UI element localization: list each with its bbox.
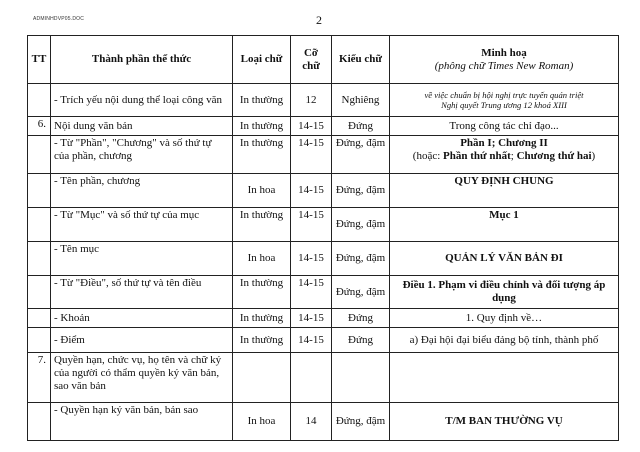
illustration-prefix: (hoặc: (412, 150, 444, 162)
header-font-size-line2: chữ (302, 59, 320, 72)
cell-tt: 7. (28, 353, 51, 403)
cell-style: Đứng (332, 117, 390, 136)
header-illustration-title: Minh hoạ (481, 46, 527, 59)
illustration-sep: ; (510, 150, 517, 162)
illustration-part: Chương thứ hai (516, 150, 592, 162)
cell-letter-type: In thường (233, 136, 291, 174)
cell-illustration: Trong công tác chỉ đạo... (390, 117, 619, 136)
cell-style: Đứng (332, 328, 390, 353)
cell-tt (28, 276, 51, 309)
table-row (28, 328, 619, 353)
header-tt: TT (28, 36, 51, 84)
illustration-line: về việc chuẩn bị hội nghị trực tuyến quán triệt (424, 89, 584, 100)
table-row (28, 242, 619, 276)
illustration-line: Nghị quyết Trung ương 12 khoá XIII (441, 100, 567, 110)
cell-font-size: 14-15 (291, 242, 332, 276)
cell-style: Đứng, đậm (332, 276, 390, 309)
cell-font-size: 14-15 (291, 117, 332, 136)
cell-font-size: 14-15 (291, 208, 332, 242)
table-row (28, 353, 619, 403)
cell-tt (28, 136, 51, 174)
cell-illustration: QUẢN LÝ VĂN BẢN ĐI (390, 242, 619, 276)
cell-style: Nghiêng (332, 84, 390, 117)
cell-component: - Tên phần, chương (51, 174, 233, 208)
cell-style: Đứng, đậm (332, 208, 390, 242)
table-row (28, 276, 619, 309)
illustration-part: Phần thứ nhất (443, 150, 511, 162)
cell-component: - Điểm (51, 328, 233, 353)
cell-illustration: QUY ĐỊNH CHUNG (390, 174, 619, 208)
cell-illustration (390, 136, 619, 174)
cell-font-size: 14 (291, 403, 332, 441)
cell-tt (28, 242, 51, 276)
header-font-size (291, 36, 332, 84)
cell-font-size (291, 353, 332, 403)
header-style: Kiểu chữ (332, 36, 390, 84)
cell-style: Đứng, đậm (332, 242, 390, 276)
header-font-size-line1: Cỡ (303, 46, 319, 59)
table-row (28, 208, 619, 242)
cell-illustration: Điều 1. Phạm vi điều chỉnh và đối tượng áp dụng (390, 276, 619, 309)
cell-font-size: 14-15 (291, 309, 332, 328)
cell-component: - Từ "Điều", số thứ tự và tên điều (51, 276, 233, 309)
cell-component: Nội dung văn bản (51, 117, 233, 136)
table-header-row (28, 36, 619, 84)
cell-illustration: T/M BAN THƯỜNG VỤ (390, 403, 619, 441)
header-illustration-subtitle: (phông chữ Times New Roman) (434, 59, 574, 72)
table-row (28, 309, 619, 328)
page-number: 2 (316, 13, 322, 27)
cell-tt (28, 328, 51, 353)
cell-tt (28, 403, 51, 441)
header-illustration (390, 36, 619, 84)
table-row (28, 174, 619, 208)
cell-component: Quyền hạn, chức vụ, họ tên và chữ ký của người có thẩm quyền ký văn bản, sao văn bản (51, 353, 233, 403)
cell-font-size: 14-15 (291, 174, 332, 208)
cell-style: Đứng, đậm (332, 136, 390, 174)
cell-letter-type: In thường (233, 208, 291, 242)
cell-component: - Trích yếu nội dung thể loại công văn (51, 84, 233, 117)
cell-letter-type: In thường (233, 328, 291, 353)
cell-component: - Từ "Phần", "Chương" và số thứ tự của phần, chương (51, 136, 233, 174)
cell-illustration (390, 84, 619, 117)
cell-style: Đứng, đậm (332, 403, 390, 441)
cell-style (332, 353, 390, 403)
header-component: Thành phần thể thức (51, 36, 233, 84)
cell-illustration (390, 353, 619, 403)
cell-component: - Khoản (51, 309, 233, 328)
illustration-line: Phần I; Chương II (460, 137, 548, 149)
cell-letter-type: In thường (233, 117, 291, 136)
table-row (28, 403, 619, 441)
cell-tt (28, 309, 51, 328)
header-letter-type: Loại chữ (233, 36, 291, 84)
cell-component: - Từ "Mục" và số thứ tự của mục (51, 208, 233, 242)
table-row (28, 136, 619, 174)
cell-letter-type: In thường (233, 309, 291, 328)
cell-font-size: 12 (291, 84, 332, 117)
illustration-suffix: ) (591, 150, 596, 162)
cell-tt (28, 208, 51, 242)
cell-letter-type: In hoa (233, 174, 291, 208)
table-row (28, 117, 619, 136)
document-filename: ADMINHDVP05.DOC (33, 16, 85, 22)
cell-tt (28, 174, 51, 208)
cell-tt: 6. (28, 117, 51, 136)
cell-illustration: Mục 1 (390, 208, 619, 242)
cell-tt (28, 84, 51, 117)
format-specification-table (27, 35, 619, 441)
cell-illustration: 1. Quy định về… (390, 309, 619, 328)
cell-font-size: 14-15 (291, 136, 332, 174)
cell-letter-type: In hoa (233, 403, 291, 441)
cell-font-size: 14-15 (291, 328, 332, 353)
cell-letter-type: In hoa (233, 242, 291, 276)
cell-illustration: a) Đại hội đại biểu đảng bộ tỉnh, thành phố (390, 328, 619, 353)
cell-component: - Quyền hạn ký văn bản, bản sao (51, 403, 233, 441)
cell-letter-type (233, 353, 291, 403)
cell-style: Đứng (332, 309, 390, 328)
cell-font-size: 14-15 (291, 276, 332, 309)
cell-component: - Tên mục (51, 242, 233, 276)
cell-letter-type: In thường (233, 84, 291, 117)
cell-letter-type: In thường (233, 276, 291, 309)
cell-style: Đứng, đậm (332, 174, 390, 208)
table-row (28, 84, 619, 117)
